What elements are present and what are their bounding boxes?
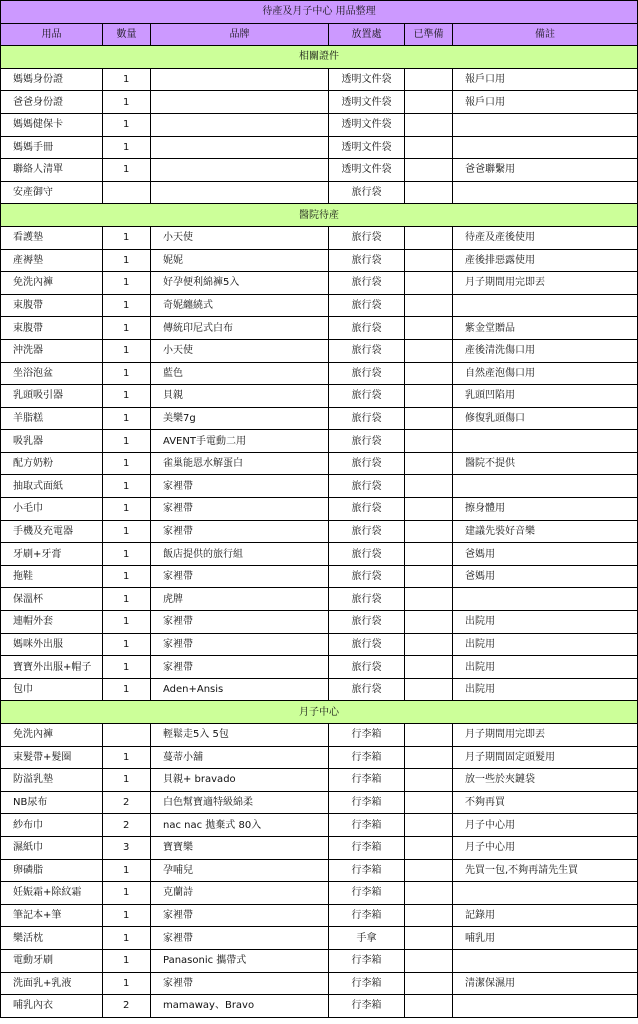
cell-place: 旅行袋 — [329, 565, 405, 588]
cell-note: 出院用 — [453, 656, 638, 679]
cell-brand: 家裡帶 — [151, 611, 329, 634]
cell-item: 包巾 — [1, 678, 103, 701]
cell-ready — [405, 498, 453, 521]
cell-qty: 1 — [103, 430, 151, 453]
cell-ready — [405, 317, 453, 340]
table-row — [1, 814, 638, 837]
cell-qty: 1 — [103, 882, 151, 905]
cell-note — [453, 113, 638, 136]
cell-place: 旅行袋 — [329, 226, 405, 249]
cell-item: 產褥墊 — [1, 249, 103, 272]
cell-brand: 寶寶樂 — [151, 836, 329, 859]
cell-qty: 1 — [103, 475, 151, 498]
cell-ready — [405, 294, 453, 317]
cell-item: 連帽外套 — [1, 611, 103, 634]
cell-note: 清潔保濕用 — [453, 972, 638, 995]
cell-note: 乳頭凹陷用 — [453, 385, 638, 408]
cell-qty: 1 — [103, 226, 151, 249]
cell-ready — [405, 249, 453, 272]
cell-place: 行李箱 — [329, 814, 405, 837]
cell-qty: 1 — [103, 452, 151, 475]
cell-brand: 白色幫寶適特級綿柔 — [151, 791, 329, 814]
cell-item: 束腹帶 — [1, 294, 103, 317]
cell-ready — [405, 226, 453, 249]
cell-brand: 家裡帶 — [151, 565, 329, 588]
cell-brand: 家裡帶 — [151, 927, 329, 950]
cell-place: 旅行袋 — [329, 339, 405, 362]
cell-qty: 1 — [103, 385, 151, 408]
cell-place: 透明文件袋 — [329, 91, 405, 114]
cell-note: 月子中心用 — [453, 836, 638, 859]
cell-brand: 家裡帶 — [151, 656, 329, 679]
cell-note — [453, 294, 638, 317]
cell-item: 乳頭吸引器 — [1, 385, 103, 408]
cell-qty: 3 — [103, 836, 151, 859]
cell-note: 月子期間用完即丟 — [453, 272, 638, 295]
cell-qty: 1 — [103, 588, 151, 611]
cell-item: 免洗內褲 — [1, 272, 103, 295]
cell-place: 透明文件袋 — [329, 136, 405, 159]
table-row — [1, 272, 638, 295]
cell-qty: 1 — [103, 904, 151, 927]
cell-note — [453, 882, 638, 905]
cell-note: 不夠再買 — [453, 791, 638, 814]
cell-place: 旅行袋 — [329, 543, 405, 566]
cell-note — [453, 949, 638, 972]
cell-qty: 1 — [103, 159, 151, 182]
cell-item: 筆記本+筆 — [1, 904, 103, 927]
cell-note — [453, 995, 638, 1018]
cell-note: 醫院不提供 — [453, 452, 638, 475]
table-row — [1, 475, 638, 498]
cell-brand: nac nac 拋棄式 80入 — [151, 814, 329, 837]
cell-note: 記錄用 — [453, 904, 638, 927]
cell-ready — [405, 520, 453, 543]
cell-qty: 1 — [103, 565, 151, 588]
cell-item: 媽媽身份證 — [1, 68, 103, 91]
cell-note: 爸爸聯繫用 — [453, 159, 638, 182]
cell-brand: 雀巢能恩水解蛋白 — [151, 452, 329, 475]
table-row — [1, 113, 638, 136]
cell-item: 坐浴泡盆 — [1, 362, 103, 385]
cell-note: 建議先裝好音樂 — [453, 520, 638, 543]
cell-note — [453, 588, 638, 611]
cell-place: 行李箱 — [329, 746, 405, 769]
cell-place: 旅行袋 — [329, 452, 405, 475]
cell-ready — [405, 475, 453, 498]
cell-ready — [405, 339, 453, 362]
table-row — [1, 68, 638, 91]
cell-qty: 1 — [103, 362, 151, 385]
cell-brand: AVENT手電動二用 — [151, 430, 329, 453]
cell-brand: 家裡帶 — [151, 972, 329, 995]
table-row — [1, 882, 638, 905]
cell-ready — [405, 769, 453, 792]
cell-place: 行李箱 — [329, 724, 405, 747]
cell-place: 透明文件袋 — [329, 68, 405, 91]
cell-ready — [405, 385, 453, 408]
header-row — [1, 23, 638, 46]
table-row — [1, 972, 638, 995]
cell-brand — [151, 68, 329, 91]
cell-qty: 1 — [103, 949, 151, 972]
cell-place: 旅行袋 — [329, 633, 405, 656]
cell-note: 紫金堂贈品 — [453, 317, 638, 340]
cell-qty — [103, 724, 151, 747]
cell-brand: 小天使 — [151, 339, 329, 362]
table-row — [1, 317, 638, 340]
table-row — [1, 407, 638, 430]
cell-note: 月子期間用完即丟 — [453, 724, 638, 747]
cell-place: 行李箱 — [329, 949, 405, 972]
cell-qty: 1 — [103, 294, 151, 317]
cell-note: 擦身體用 — [453, 498, 638, 521]
cell-ready — [405, 633, 453, 656]
cell-place: 手拿 — [329, 927, 405, 950]
cell-qty: 1 — [103, 317, 151, 340]
cell-ready — [405, 362, 453, 385]
table-row — [1, 159, 638, 182]
table-row — [1, 249, 638, 272]
cell-brand: 家裡帶 — [151, 520, 329, 543]
cell-item: 寶寶外出服+帽子 — [1, 656, 103, 679]
cell-note: 月子中心用 — [453, 814, 638, 837]
cell-place: 旅行袋 — [329, 475, 405, 498]
cell-note: 報戶口用 — [453, 68, 638, 91]
cell-brand: 好孕便利綿褲5入 — [151, 272, 329, 295]
cell-ready — [405, 136, 453, 159]
cell-item: 束腹帶 — [1, 317, 103, 340]
table-row — [1, 859, 638, 882]
table-row — [1, 520, 638, 543]
section-header-row — [1, 46, 638, 69]
cell-ready — [405, 565, 453, 588]
table-row — [1, 949, 638, 972]
header-qty: 數量 — [103, 23, 151, 46]
cell-qty: 1 — [103, 249, 151, 272]
cell-place: 旅行袋 — [329, 385, 405, 408]
cell-qty: 1 — [103, 543, 151, 566]
cell-note: 產後清洗傷口用 — [453, 339, 638, 362]
cell-item: 免洗內褲 — [1, 724, 103, 747]
cell-item: 樂活枕 — [1, 927, 103, 950]
cell-brand: Panasonic 攜帶式 — [151, 949, 329, 972]
cell-brand: 藍色 — [151, 362, 329, 385]
cell-qty: 1 — [103, 339, 151, 362]
cell-qty: 1 — [103, 746, 151, 769]
cell-item: 電動牙刷 — [1, 949, 103, 972]
cell-qty: 2 — [103, 814, 151, 837]
cell-ready — [405, 836, 453, 859]
cell-brand — [151, 91, 329, 114]
cell-ready — [405, 814, 453, 837]
cell-item: 爸爸身份證 — [1, 91, 103, 114]
cell-place: 旅行袋 — [329, 498, 405, 521]
table-row — [1, 565, 638, 588]
cell-qty: 1 — [103, 859, 151, 882]
cell-brand: Aden+Ansis — [151, 678, 329, 701]
table-row — [1, 678, 638, 701]
cell-place: 旅行袋 — [329, 362, 405, 385]
cell-note: 待產及產後使用 — [453, 226, 638, 249]
header-note: 備註 — [453, 23, 638, 46]
cell-qty: 2 — [103, 791, 151, 814]
cell-place: 行李箱 — [329, 904, 405, 927]
cell-qty: 1 — [103, 68, 151, 91]
cell-brand: 奇妮纏繞式 — [151, 294, 329, 317]
cell-item: 濕紙巾 — [1, 836, 103, 859]
cell-item: NB尿布 — [1, 791, 103, 814]
cell-item: 拖鞋 — [1, 565, 103, 588]
cell-qty: 1 — [103, 407, 151, 430]
cell-brand: mamaway、Bravo — [151, 995, 329, 1018]
cell-note: 產後排惡露使用 — [453, 249, 638, 272]
cell-brand: 蔓蒂小舖 — [151, 746, 329, 769]
cell-item: 哺乳內衣 — [1, 995, 103, 1018]
table-row — [1, 746, 638, 769]
cell-qty: 1 — [103, 498, 151, 521]
cell-note: 爸媽用 — [453, 565, 638, 588]
cell-place: 行李箱 — [329, 836, 405, 859]
cell-brand: 克蘭詩 — [151, 882, 329, 905]
cell-note — [453, 430, 638, 453]
cell-item: 聯絡人清單 — [1, 159, 103, 182]
cell-brand: 家裡帶 — [151, 475, 329, 498]
cell-ready — [405, 791, 453, 814]
cell-place: 行李箱 — [329, 972, 405, 995]
table-row — [1, 226, 638, 249]
cell-place: 旅行袋 — [329, 407, 405, 430]
table-row — [1, 181, 638, 204]
cell-place: 透明文件袋 — [329, 113, 405, 136]
cell-brand: 美樂7g — [151, 407, 329, 430]
cell-brand: 家裡帶 — [151, 498, 329, 521]
cell-place: 行李箱 — [329, 995, 405, 1018]
cell-qty: 1 — [103, 769, 151, 792]
cell-ready — [405, 859, 453, 882]
cell-ready — [405, 181, 453, 204]
cell-ready — [405, 656, 453, 679]
cell-note — [453, 475, 638, 498]
cell-ready — [405, 407, 453, 430]
cell-item: 小毛巾 — [1, 498, 103, 521]
table-row — [1, 724, 638, 747]
cell-brand: 家裡帶 — [151, 633, 329, 656]
header-ready: 已準備 — [405, 23, 453, 46]
cell-ready — [405, 949, 453, 972]
cell-qty: 1 — [103, 656, 151, 679]
cell-place: 旅行袋 — [329, 656, 405, 679]
cell-brand — [151, 181, 329, 204]
cell-brand — [151, 136, 329, 159]
cell-item: 媽媽手冊 — [1, 136, 103, 159]
cell-brand: 虎牌 — [151, 588, 329, 611]
cell-note: 出院用 — [453, 678, 638, 701]
table-row — [1, 136, 638, 159]
cell-qty: 1 — [103, 633, 151, 656]
cell-ready — [405, 972, 453, 995]
table-row — [1, 904, 638, 927]
cell-note: 出院用 — [453, 611, 638, 634]
table-row — [1, 791, 638, 814]
cell-item: 安產御守 — [1, 181, 103, 204]
cell-item: 配方奶粉 — [1, 452, 103, 475]
cell-place: 旅行袋 — [329, 588, 405, 611]
cell-qty: 1 — [103, 972, 151, 995]
cell-qty: 1 — [103, 520, 151, 543]
cell-ready — [405, 724, 453, 747]
table-row — [1, 769, 638, 792]
cell-place: 行李箱 — [329, 769, 405, 792]
section-header-row — [1, 701, 638, 724]
table-row — [1, 430, 638, 453]
header-brand: 品牌 — [151, 23, 329, 46]
cell-ready — [405, 113, 453, 136]
cell-brand: 輕鬆走5入 5包 — [151, 724, 329, 747]
cell-ready — [405, 430, 453, 453]
cell-item: 束髮帶+髮圈 — [1, 746, 103, 769]
cell-qty — [103, 181, 151, 204]
cell-place: 旅行袋 — [329, 249, 405, 272]
section-title: 醫院待產 — [1, 204, 638, 227]
cell-brand: 飯店提供的旅行組 — [151, 543, 329, 566]
cell-brand: 妮妮 — [151, 249, 329, 272]
cell-place: 旅行袋 — [329, 678, 405, 701]
cell-item: 妊娠霜+除紋霜 — [1, 882, 103, 905]
header-item: 用品 — [1, 23, 103, 46]
cell-item: 看護墊 — [1, 226, 103, 249]
table-row — [1, 611, 638, 634]
cell-brand: 家裡帶 — [151, 904, 329, 927]
cell-place: 旅行袋 — [329, 317, 405, 340]
table-row — [1, 362, 638, 385]
cell-place: 旅行袋 — [329, 294, 405, 317]
cell-ready — [405, 611, 453, 634]
cell-ready — [405, 746, 453, 769]
table-row — [1, 385, 638, 408]
table-row — [1, 656, 638, 679]
table-row — [1, 543, 638, 566]
cell-place: 旅行袋 — [329, 520, 405, 543]
table-row — [1, 452, 638, 475]
cell-place: 行李箱 — [329, 859, 405, 882]
cell-note: 出院用 — [453, 633, 638, 656]
cell-ready — [405, 543, 453, 566]
section-title: 相關證件 — [1, 46, 638, 69]
cell-brand: 小天使 — [151, 226, 329, 249]
cell-note: 報戶口用 — [453, 91, 638, 114]
cell-ready — [405, 995, 453, 1018]
table-row — [1, 339, 638, 362]
table-row — [1, 91, 638, 114]
table-row — [1, 836, 638, 859]
cell-place: 旅行袋 — [329, 181, 405, 204]
table-row — [1, 498, 638, 521]
cell-item: 保溫杯 — [1, 588, 103, 611]
cell-note: 先買一包,不夠再請先生買 — [453, 859, 638, 882]
cell-note: 哺乳用 — [453, 927, 638, 950]
cell-qty: 2 — [103, 995, 151, 1018]
cell-brand: 貝親+ bravado — [151, 769, 329, 792]
cell-item: 羊脂糕 — [1, 407, 103, 430]
cell-place: 旅行袋 — [329, 611, 405, 634]
section-title: 月子中心 — [1, 701, 638, 724]
cell-place: 透明文件袋 — [329, 159, 405, 182]
cell-note: 爸媽用 — [453, 543, 638, 566]
cell-item: 洗面乳+乳液 — [1, 972, 103, 995]
cell-ready — [405, 882, 453, 905]
cell-ready — [405, 904, 453, 927]
cell-ready — [405, 68, 453, 91]
cell-item: 沖洗器 — [1, 339, 103, 362]
table-row — [1, 294, 638, 317]
table-row — [1, 633, 638, 656]
cell-qty: 1 — [103, 113, 151, 136]
cell-ready — [405, 159, 453, 182]
cell-ready — [405, 91, 453, 114]
cell-brand — [151, 113, 329, 136]
cell-note: 月子期間固定頭髮用 — [453, 746, 638, 769]
cell-place: 行李箱 — [329, 791, 405, 814]
cell-item: 牙刷+牙膏 — [1, 543, 103, 566]
cell-item: 防溢乳墊 — [1, 769, 103, 792]
cell-item: 抽取式面紙 — [1, 475, 103, 498]
cell-note: 放一些於夾鏈袋 — [453, 769, 638, 792]
table-row — [1, 927, 638, 950]
cell-ready — [405, 588, 453, 611]
cell-ready — [405, 678, 453, 701]
table-row — [1, 995, 638, 1018]
cell-item: 吸乳器 — [1, 430, 103, 453]
cell-item: 手機及充電器 — [1, 520, 103, 543]
cell-item: 媽咪外出服 — [1, 633, 103, 656]
cell-qty: 1 — [103, 927, 151, 950]
cell-item: 紗布巾 — [1, 814, 103, 837]
cell-qty: 1 — [103, 272, 151, 295]
cell-note — [453, 181, 638, 204]
cell-qty: 1 — [103, 136, 151, 159]
cell-brand: 孕哺兒 — [151, 859, 329, 882]
cell-note: 自然產泡傷口用 — [453, 362, 638, 385]
header-place: 放置處 — [329, 23, 405, 46]
cell-ready — [405, 452, 453, 475]
cell-place: 旅行袋 — [329, 272, 405, 295]
cell-place: 行李箱 — [329, 882, 405, 905]
page-title: 待產及月子中心 用品整理 — [1, 1, 638, 24]
cell-brand — [151, 159, 329, 182]
cell-qty: 1 — [103, 678, 151, 701]
cell-note — [453, 136, 638, 159]
cell-item: 媽媽健保卡 — [1, 113, 103, 136]
cell-ready — [405, 927, 453, 950]
cell-ready — [405, 272, 453, 295]
title-row — [1, 1, 638, 24]
cell-qty: 1 — [103, 611, 151, 634]
cell-qty: 1 — [103, 91, 151, 114]
section-header-row — [1, 204, 638, 227]
cell-item: 卵磷脂 — [1, 859, 103, 882]
cell-note: 修復乳頭傷口 — [453, 407, 638, 430]
cell-brand: 傳統印尼式白布 — [151, 317, 329, 340]
cell-brand: 貝親 — [151, 385, 329, 408]
table-row — [1, 588, 638, 611]
cell-place: 旅行袋 — [329, 430, 405, 453]
